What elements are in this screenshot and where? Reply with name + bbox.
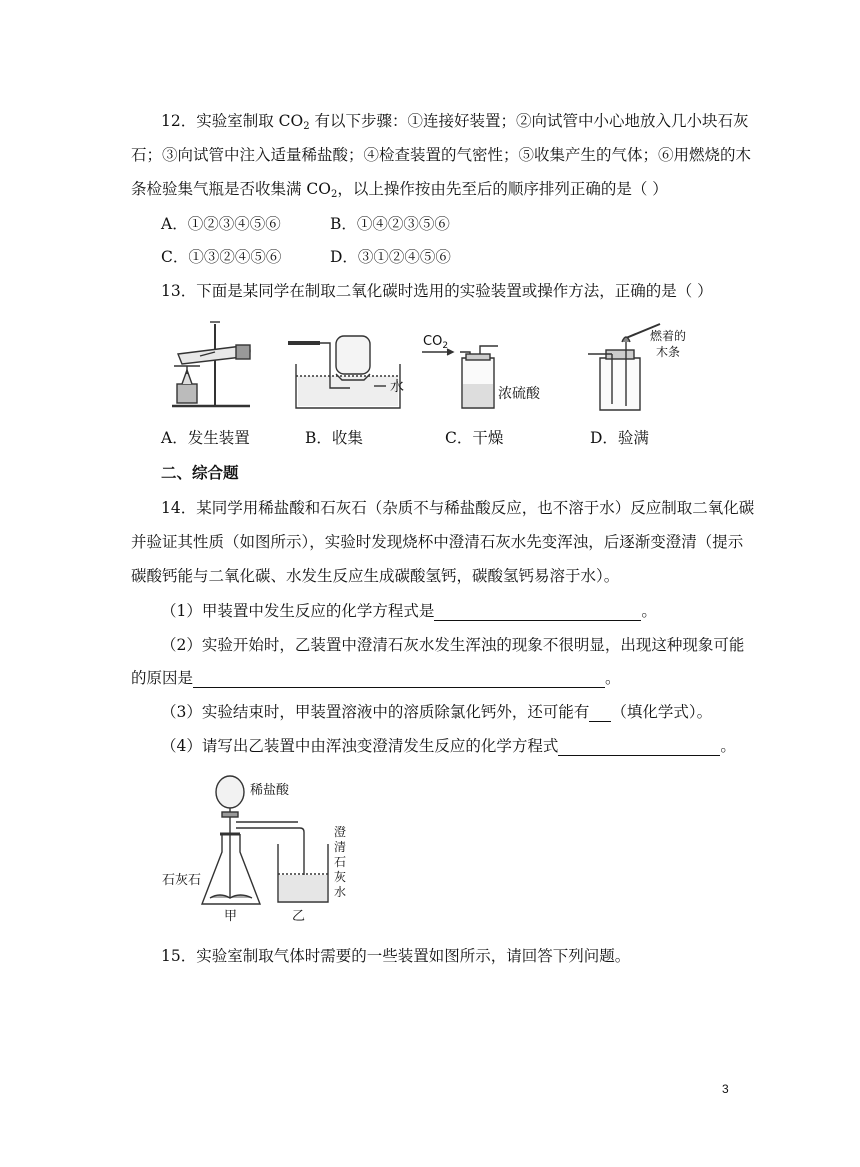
figure-c-drying-bottle [422,346,498,408]
q12-line-3-subscript: 2 [331,189,338,200]
figure-b-water-label: 水 [390,379,404,395]
q14-sub1-answer-blank[interactable] [434,604,641,621]
svg-text:石: 石 [334,855,347,869]
q14-sub2-text: 的原因是 [131,669,194,687]
q12-line-3 [131,179,668,199]
q13-stem: 13．下面是某同学在制取二氧化碳时选用的实验装置或操作方法，正确的是（ ） [161,282,713,300]
q13-apparatus-figures [160,318,730,418]
q12-line-3-text-b: ，以上操作按由先至后的顺序排列正确的是（ ） [337,180,668,198]
q12-line-3-text-a: 条检验集气瓶是否收集满 CO [131,180,331,198]
q14-jia-label: 甲 [224,909,238,924]
q12-option-c: C．①③②④⑤⑥ [161,248,282,266]
q14-limewater-label [334,825,346,899]
q12-line-2: 石；③向试管中注入适量稀盐酸；④检查装置的气密性；⑤收集产生的气体；⑥用燃烧的木 [131,146,752,164]
q12-line-1 [161,111,749,131]
figure-c-acid-label: 浓硫酸 [498,386,540,402]
figure-a-heating-apparatus [172,322,250,406]
q14-sub1-text: （1）甲装置中发生反应的化学方程式是 [161,602,435,620]
figure-d-stick-label-2: 木条 [656,345,681,359]
q12-line-1-text-a: 12．实验室制取 CO [161,112,304,130]
q14-sub4-answer-blank[interactable] [558,739,720,756]
page-number: 3 [722,1082,729,1096]
q13-option-a: A．发生装置 [161,429,250,447]
figure-d-stick-label-1: 燃着的 [650,329,687,343]
beaker-yi [278,844,328,902]
q14-sub3 [161,702,712,722]
figure-c-co2-label: $CO_2$ [423,334,449,351]
q12-option-a: A．①②③④⑤⑥ [161,215,281,233]
q14-sub2-answer-blank[interactable] [193,671,605,688]
q14-sub2-line-2 [131,668,621,688]
q12-option-d: D．③①②④⑤⑥ [330,248,451,266]
q14-sub1-period: 。 [641,602,657,620]
q13-option-d: D．验满 [590,429,649,447]
section-title: 二、综合题 [161,464,239,482]
q14-apparatus-figure [160,768,350,928]
q14-sub4 [161,736,736,756]
q12-option-b: B．①④②③⑤⑥ [330,215,450,233]
svg-text:水: 水 [334,885,347,899]
svg-text:澄: 澄 [334,825,347,839]
q14-limestone-label: 石灰石 [162,873,202,888]
q15-stem: 15．实验室制取气体时需要的一些装置如图所示，请回答下列问题。 [161,947,631,965]
q13-option-b: B．收集 [305,429,363,447]
q14-line-1: 14．某同学用稀盐酸和石灰石（杂质不与稀盐酸反应，也不溶于水）反应制取二氧化碳 [161,499,755,517]
q13-option-c: C．干燥 [445,429,504,447]
q14-sub4-text: （4）请写出乙装置中由浑浊变澄清发生反应的化学方程式 [161,737,559,755]
q14-sub3-text-a: （3）实验结束时，甲装置溶液中的溶质除氯化钙外，还可能有 [161,703,590,721]
q14-yi-label: 乙 [292,909,306,924]
q14-sub2-period: 。 [605,669,621,687]
svg-text:灰: 灰 [334,870,347,884]
q12-line-1-subscript: 2 [303,121,310,132]
q14-line-2: 并验证其性质（如图所示），实验时发现烧杯中澄清石灰水先变浑浊，后逐渐变澄清（提示 [131,533,744,551]
svg-text:清: 清 [334,840,347,854]
q14-acid-label: 稀盐酸 [250,783,290,798]
q14-sub2-line-1: （2）实验开始时，乙装置中澄清石灰水发生浑浊的现象不很明显，出现这种现象可能 [161,636,745,654]
q14-sub3-text-b: （填化学式）。 [611,703,713,721]
q14-line-3: 碳酸钙能与二氧化碳、水发生反应生成碳酸氢钙，碳酸氢钙易溶于水）。 [131,567,620,585]
q12-line-1-text-b: 有以下步骤：①连接好装置；②向试管中小心地放入几小块石灰 [309,112,749,130]
q14-sub1 [161,601,657,621]
q14-sub4-period: 。 [720,737,736,755]
figure-b-water-collection [288,336,400,408]
q14-sub3-answer-blank[interactable] [589,705,611,722]
